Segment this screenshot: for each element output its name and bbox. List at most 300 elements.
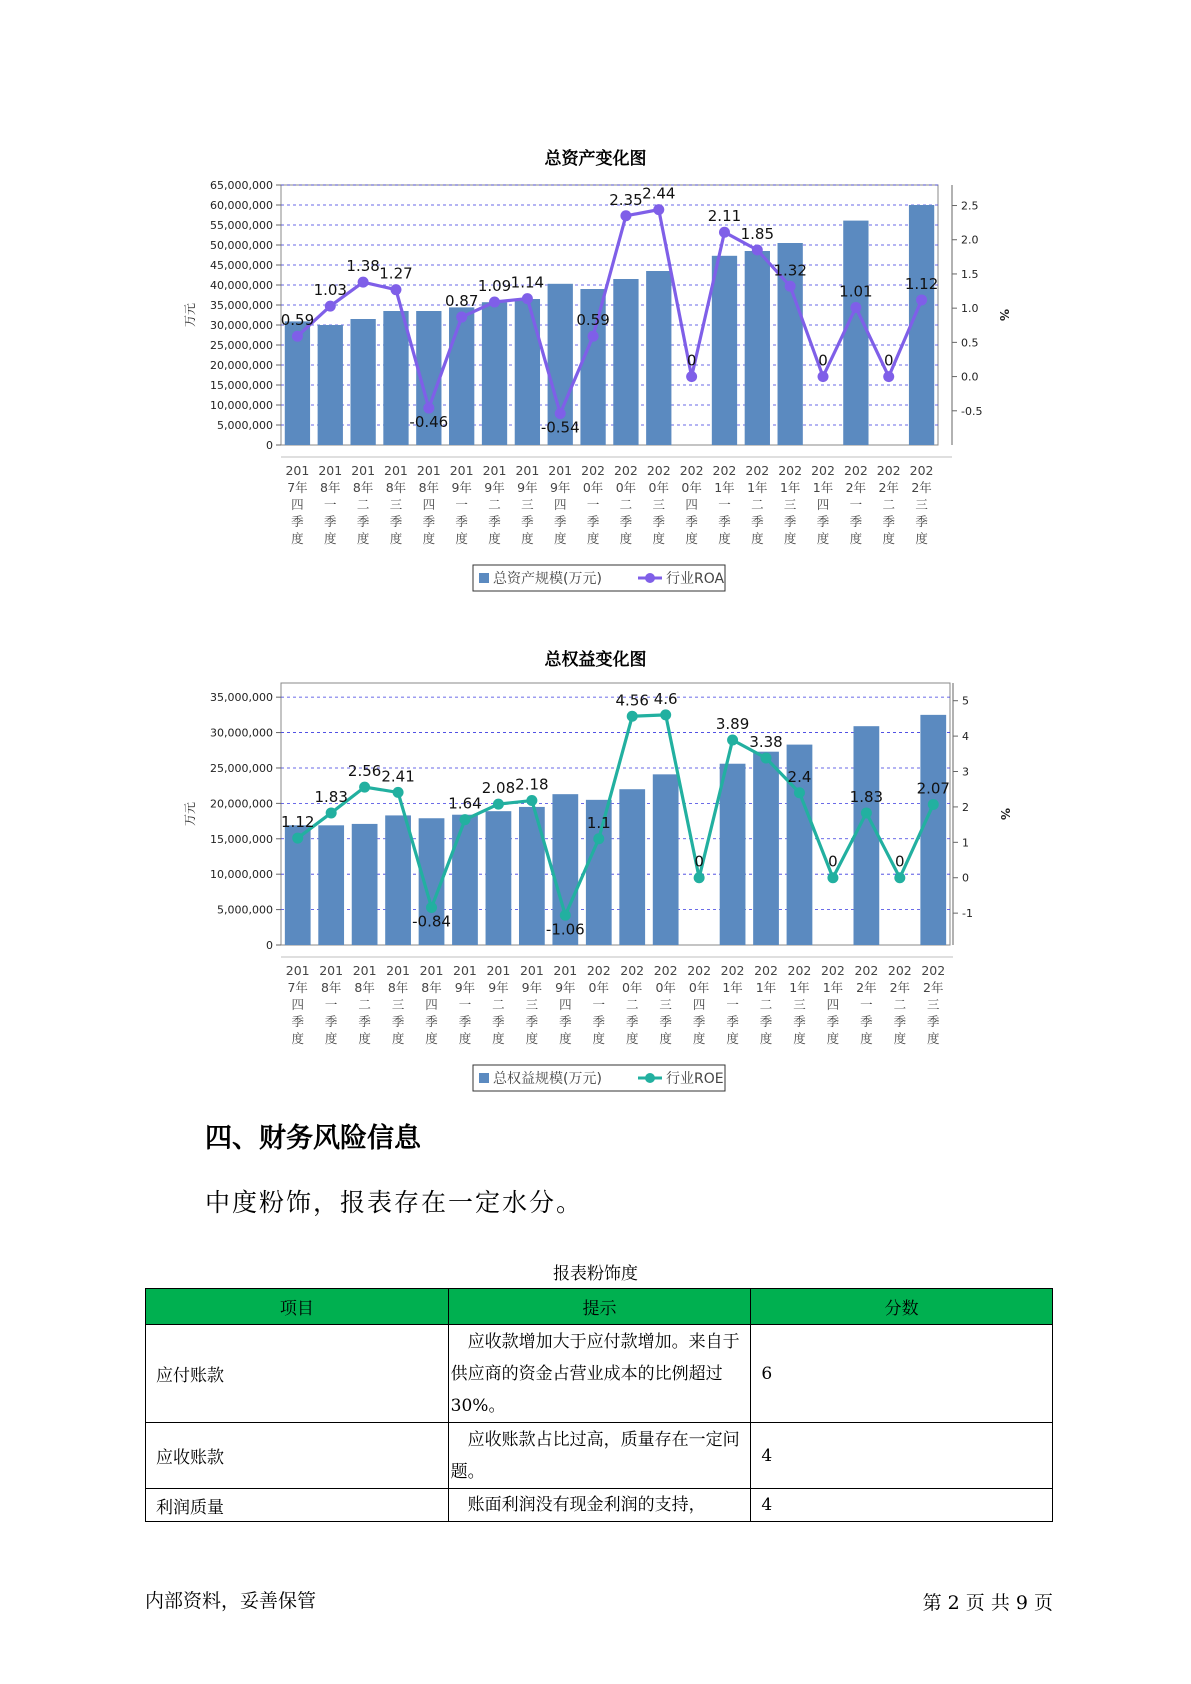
data-label: 2.07 xyxy=(916,779,950,798)
x-tick-label: 二 xyxy=(882,497,895,512)
x-tick-label: 度 xyxy=(492,1031,505,1046)
x-tick-label: 二 xyxy=(893,997,907,1012)
data-label: 2.44 xyxy=(642,184,676,203)
y2-tick-label: -1 xyxy=(962,907,973,921)
x-tick-label: 201 xyxy=(449,463,474,478)
y-axis-label: 万元 xyxy=(183,302,197,328)
x-tick-label: 度 xyxy=(893,1031,907,1046)
x-tick-label: 202 xyxy=(679,463,704,478)
x-tick-label: 季 xyxy=(391,1014,405,1029)
x-tick-label: 度 xyxy=(849,531,863,546)
data-label: 2.08 xyxy=(481,779,516,798)
x-tick-label: 201 xyxy=(486,963,511,978)
x-tick-label: 2年 xyxy=(878,480,899,495)
x-tick-label: 202 xyxy=(581,463,606,478)
line-point xyxy=(794,787,805,798)
legend-line-marker xyxy=(645,1073,655,1083)
x-tick-label: 一 xyxy=(592,997,606,1012)
x-tick-label: 二 xyxy=(751,497,764,512)
data-label: 1.83 xyxy=(314,787,348,806)
x-tick-label: 一 xyxy=(324,997,338,1012)
line-point xyxy=(894,872,905,883)
x-tick-label: 季 xyxy=(685,514,698,529)
x-tick-label: 一 xyxy=(586,497,600,512)
x-tick-label: 季 xyxy=(652,514,666,529)
x-tick-label: 202 xyxy=(787,963,812,978)
x-tick-label: 季 xyxy=(324,514,337,529)
x-tick-label: 202 xyxy=(811,463,835,478)
data-label: 0 xyxy=(828,852,838,871)
line-point xyxy=(522,293,533,304)
x-tick-label: 三 xyxy=(389,497,403,512)
legend-line-marker xyxy=(645,573,655,583)
bar xyxy=(753,752,779,945)
x-tick-label: 2年 xyxy=(911,480,932,495)
line-point xyxy=(325,301,336,312)
x-tick-label: 季 xyxy=(521,514,534,529)
row-score: 6 xyxy=(751,1325,1053,1423)
line-point xyxy=(555,408,566,419)
x-tick-label: 季 xyxy=(324,1014,338,1029)
y-tick-label: 5,000,000 xyxy=(217,419,273,432)
x-tick-label: 度 xyxy=(783,531,797,546)
x-tick-label: 季 xyxy=(659,1014,672,1029)
data-label: 2.11 xyxy=(707,207,742,226)
x-tick-label: 201 xyxy=(285,963,310,978)
data-label: 1.01 xyxy=(839,282,873,301)
bar xyxy=(352,824,378,945)
x-tick-label: 四 xyxy=(692,997,706,1012)
x-tick-label: 三 xyxy=(391,997,405,1012)
x-tick-label: 8年 xyxy=(418,480,440,495)
data-label: 1.83 xyxy=(849,787,884,806)
x-tick-label: 度 xyxy=(422,531,436,546)
data-label: 1.14 xyxy=(510,273,545,292)
x-tick-label: 8年 xyxy=(354,980,375,995)
data-label: 0.87 xyxy=(444,292,479,311)
data-label: 4.6 xyxy=(653,689,678,708)
bar xyxy=(843,221,868,445)
y-tick-label: 10,000,000 xyxy=(210,399,273,412)
x-tick-label: 度 xyxy=(291,531,304,546)
x-tick-label: 度 xyxy=(927,1031,940,1046)
y-tick-label: 5,000,000 xyxy=(217,903,273,917)
row-hint: 账面利润没有现金利润的支持， xyxy=(448,1489,751,1522)
x-tick-label: 202 xyxy=(778,463,803,478)
risk-table xyxy=(145,1288,1053,1522)
y-tick-label: 30,000,000 xyxy=(210,726,273,740)
x-tick-label: 202 xyxy=(712,463,737,478)
line-point xyxy=(493,799,504,810)
x-tick-label: 1年 xyxy=(747,480,768,495)
x-tick-label: 202 xyxy=(620,963,645,978)
data-label: 1.27 xyxy=(379,264,413,283)
x-tick-label: 季 xyxy=(358,1014,371,1029)
data-label: 1.12 xyxy=(281,813,315,832)
x-tick-label: 一 xyxy=(860,997,873,1012)
line-point xyxy=(593,833,604,844)
line-point xyxy=(827,872,838,883)
line-point xyxy=(761,753,772,764)
x-tick-label: 季 xyxy=(625,1014,639,1029)
column-header-item: 项目 xyxy=(146,1289,449,1325)
line-point xyxy=(456,312,467,323)
x-tick-label: 202 xyxy=(843,463,868,478)
y-tick-label: 35,000,000 xyxy=(210,299,273,312)
x-tick-label: 季 xyxy=(860,1014,873,1029)
x-tick-label: 201 xyxy=(416,463,441,478)
y2-tick-label: 0.0 xyxy=(961,370,979,384)
x-tick-label: 0年 xyxy=(582,480,604,495)
bar xyxy=(515,299,540,445)
y-tick-label: 10,000,000 xyxy=(210,868,273,882)
section-heading: 四、财务风险信息 xyxy=(205,1123,421,1154)
x-tick-label: 9年 xyxy=(451,480,472,495)
bar xyxy=(385,815,411,945)
line-point xyxy=(423,403,434,414)
y2-tick-label: 1.5 xyxy=(961,267,979,281)
x-tick-label: 季 xyxy=(586,514,600,529)
x-tick-label: 2年 xyxy=(923,980,944,995)
x-tick-label: 二 xyxy=(759,997,773,1012)
line-point xyxy=(459,814,470,825)
column-header-score: 分数 xyxy=(751,1289,1053,1325)
x-tick-label: 三 xyxy=(783,497,797,512)
x-tick-label: 202 xyxy=(820,963,845,978)
line-point xyxy=(526,795,537,806)
data-label: 0.59 xyxy=(576,311,610,330)
bar xyxy=(383,311,408,445)
data-label: -0.46 xyxy=(409,413,449,432)
line-point xyxy=(818,371,829,382)
y-tick-label: 15,000,000 xyxy=(210,832,273,846)
line-point xyxy=(489,297,500,308)
x-tick-label: 一 xyxy=(324,497,337,512)
bar xyxy=(318,825,344,945)
x-tick-label: 8年 xyxy=(352,480,374,495)
x-tick-label: 度 xyxy=(488,531,501,546)
y2-tick-label: 2 xyxy=(962,800,969,814)
y2-tick-label: 2.5 xyxy=(961,199,979,213)
x-tick-label: 201 xyxy=(384,463,408,478)
bar xyxy=(350,319,375,445)
x-tick-label: 季 xyxy=(726,1014,739,1029)
row-score: 4 xyxy=(751,1423,1053,1489)
line-point xyxy=(292,331,303,342)
x-tick-label: 度 xyxy=(391,1031,405,1046)
x-tick-label: 202 xyxy=(653,963,678,978)
data-label: 1.38 xyxy=(346,257,380,276)
data-label: -0.84 xyxy=(412,912,451,931)
bar xyxy=(653,774,679,945)
x-tick-label: 8年 xyxy=(421,980,442,995)
y-tick-label: 60,000,000 xyxy=(210,199,273,212)
x-tick-label: 度 xyxy=(915,531,928,546)
x-tick-label: 2年 xyxy=(845,480,867,495)
x-tick-label: 201 xyxy=(352,963,377,978)
line-point xyxy=(292,833,303,844)
x-tick-label: 201 xyxy=(453,963,477,978)
x-tick-label: 0年 xyxy=(688,980,710,995)
data-label: 1.1 xyxy=(586,813,611,832)
x-tick-label: 201 xyxy=(482,463,507,478)
x-tick-label: 度 xyxy=(291,1031,304,1046)
row-hint: 应收账款占比过高，质量存在一定问题。 xyxy=(448,1423,751,1489)
x-tick-label: 202 xyxy=(720,963,745,978)
data-label: 3.38 xyxy=(749,733,783,752)
x-tick-label: 202 xyxy=(887,963,912,978)
x-tick-label: 度 xyxy=(356,531,370,546)
x-tick-label: 202 xyxy=(586,963,611,978)
x-tick-label: 202 xyxy=(745,463,770,478)
x-tick-label: 0年 xyxy=(648,480,670,495)
x-tick-label: 202 xyxy=(854,963,879,978)
x-tick-label: 四 xyxy=(422,497,436,512)
y-tick-label: 15,000,000 xyxy=(210,379,273,392)
row-item: 应付账款 xyxy=(146,1325,449,1423)
y-tick-label: 40,000,000 xyxy=(210,279,273,292)
x-tick-label: 季 xyxy=(559,1014,572,1029)
x-tick-label: 二 xyxy=(488,497,501,512)
x-tick-label: 2年 xyxy=(856,980,877,995)
x-tick-label: 季 xyxy=(422,514,436,529)
data-label: 2.35 xyxy=(609,190,643,209)
x-tick-label: 度 xyxy=(826,1031,840,1046)
x-tick-label: 三 xyxy=(521,497,534,512)
total-equity-chart xyxy=(0,676,1191,1116)
y2-tick-label: 3 xyxy=(962,765,969,779)
y-tick-label: 35,000,000 xyxy=(210,691,273,705)
x-tick-label: 202 xyxy=(687,963,712,978)
x-tick-label: 201 xyxy=(386,963,411,978)
x-tick-label: 季 xyxy=(553,514,567,529)
equity-chart-title: 总权益变化图 xyxy=(544,650,647,670)
y-tick-label: 55,000,000 xyxy=(210,219,273,232)
x-tick-label: 2年 xyxy=(889,980,911,995)
row-score: 4 xyxy=(751,1489,1053,1522)
x-tick-label: 度 xyxy=(324,531,337,546)
table-row xyxy=(146,1325,1053,1423)
x-tick-label: 季 xyxy=(455,514,468,529)
legend-line-label: 行业ROA xyxy=(666,571,725,587)
x-tick-label: 度 xyxy=(685,531,698,546)
legend-bar-swatch xyxy=(479,1073,489,1083)
x-tick-label: 度 xyxy=(521,531,534,546)
x-tick-label: 度 xyxy=(860,1031,873,1046)
y-tick-label: 20,000,000 xyxy=(210,359,273,372)
row-item: 应收账款 xyxy=(146,1423,449,1489)
y-tick-label: 0 xyxy=(266,439,273,452)
x-tick-label: 7年 xyxy=(287,980,308,995)
x-tick-label: 7年 xyxy=(287,480,308,495)
table-row xyxy=(146,1489,1053,1522)
line-point xyxy=(359,782,370,793)
y2-tick-label: 1 xyxy=(962,836,969,850)
x-tick-label: 二 xyxy=(356,497,370,512)
x-tick-label: 四 xyxy=(685,497,698,512)
data-label: 2.56 xyxy=(347,762,382,781)
x-tick-label: 一 xyxy=(718,497,731,512)
x-tick-label: 0年 xyxy=(655,980,676,995)
x-tick-label: 202 xyxy=(754,963,778,978)
footer-page-number: 第 2 页 共 9 页 xyxy=(922,1592,1053,1614)
x-tick-label: 一 xyxy=(455,497,468,512)
x-tick-label: 201 xyxy=(519,963,544,978)
data-label: -1.06 xyxy=(545,920,585,939)
bar xyxy=(712,256,737,445)
line-point xyxy=(326,807,337,818)
x-tick-label: 四 xyxy=(425,997,438,1012)
line-point xyxy=(653,204,664,215)
x-tick-label: 季 xyxy=(291,1014,304,1029)
x-tick-label: 季 xyxy=(425,1014,438,1029)
y-tick-label: 25,000,000 xyxy=(210,339,273,352)
data-label: 2.41 xyxy=(381,767,415,786)
data-label: 1.64 xyxy=(448,794,482,813)
bar xyxy=(745,251,770,445)
x-tick-label: 一 xyxy=(458,997,472,1012)
data-label: 0 xyxy=(883,351,894,370)
table-row xyxy=(146,1423,1053,1489)
x-tick-label: 三 xyxy=(525,997,539,1012)
x-tick-label: 四 xyxy=(816,497,830,512)
x-tick-label: 8年 xyxy=(387,980,409,995)
data-label: 0 xyxy=(818,351,828,370)
line-point xyxy=(358,277,369,288)
x-tick-label: 季 xyxy=(882,514,895,529)
x-tick-label: 四 xyxy=(826,997,840,1012)
x-tick-label: 8年 xyxy=(385,480,407,495)
footer-confidential: 内部资料，妥善保管 xyxy=(145,1590,317,1612)
legend-bar-swatch xyxy=(479,573,489,583)
x-tick-label: 季 xyxy=(592,1014,606,1029)
bar xyxy=(920,715,946,945)
x-tick-label: 季 xyxy=(816,514,830,529)
line-point xyxy=(694,872,705,883)
legend-bar-label: 总权益规模(万元) xyxy=(493,1071,602,1087)
x-tick-label: 度 xyxy=(625,1031,639,1046)
line-point xyxy=(627,711,638,722)
column-header-hint: 提示 xyxy=(448,1289,751,1325)
bar xyxy=(720,764,746,945)
table-header-row xyxy=(146,1289,1053,1325)
bar xyxy=(646,271,671,445)
line-point xyxy=(393,787,404,798)
x-tick-label: 季 xyxy=(356,514,370,529)
line-point xyxy=(719,227,730,238)
x-tick-label: 季 xyxy=(927,1014,940,1029)
y-tick-label: 20,000,000 xyxy=(210,797,273,811)
line-point xyxy=(861,807,872,818)
line-point xyxy=(785,281,796,292)
x-tick-label: 四 xyxy=(291,997,304,1012)
x-tick-label: 季 xyxy=(619,514,633,529)
x-tick-label: 0年 xyxy=(681,480,702,495)
x-tick-label: 1年 xyxy=(714,480,735,495)
x-tick-label: 0年 xyxy=(615,480,637,495)
legend-bar-label: 总资产规模(万元) xyxy=(493,571,602,587)
x-tick-label: 四 xyxy=(291,497,304,512)
legend-line-label: 行业ROE xyxy=(666,1071,724,1087)
y-axis-label: 万元 xyxy=(183,801,197,827)
x-tick-label: 202 xyxy=(909,463,934,478)
x-tick-label: 1年 xyxy=(755,980,777,995)
x-tick-label: 三 xyxy=(659,997,672,1012)
x-tick-label: 0年 xyxy=(588,980,610,995)
x-tick-label: 9年 xyxy=(521,980,543,995)
x-tick-label: 季 xyxy=(751,514,764,529)
x-tick-label: 四 xyxy=(559,997,572,1012)
x-tick-label: 度 xyxy=(751,531,764,546)
x-tick-label: 度 xyxy=(553,531,567,546)
x-tick-label: 度 xyxy=(816,531,830,546)
x-tick-label: 9年 xyxy=(517,480,538,495)
data-label: -0.54 xyxy=(540,418,580,437)
line-point xyxy=(883,371,894,382)
x-tick-label: 季 xyxy=(488,514,501,529)
y2-axis-label: % xyxy=(997,308,1011,322)
x-tick-label: 度 xyxy=(592,1031,606,1046)
x-tick-label: 度 xyxy=(389,531,403,546)
x-tick-label: 1年 xyxy=(822,980,844,995)
data-label: 1.03 xyxy=(313,281,347,300)
x-tick-label: 9年 xyxy=(454,980,476,995)
x-tick-label: 1年 xyxy=(722,980,743,995)
x-tick-label: 一 xyxy=(726,997,739,1012)
plot-area xyxy=(281,683,950,945)
line-point xyxy=(850,302,861,313)
x-tick-label: 度 xyxy=(358,1031,371,1046)
x-tick-label: 201 xyxy=(285,463,310,478)
x-tick-label: 度 xyxy=(455,531,468,546)
x-tick-label: 8年 xyxy=(320,480,341,495)
x-tick-label: 201 xyxy=(351,463,376,478)
x-tick-label: 三 xyxy=(915,497,928,512)
x-tick-label: 二 xyxy=(492,997,505,1012)
x-tick-label: 季 xyxy=(759,1014,773,1029)
line-point xyxy=(916,294,927,305)
data-label: 0.59 xyxy=(280,311,315,330)
line-point xyxy=(686,371,697,382)
y2-tick-label: 4 xyxy=(962,730,969,744)
y2-tick-label: 2.0 xyxy=(961,233,979,247)
bar xyxy=(909,205,934,445)
x-tick-label: 季 xyxy=(291,514,304,529)
x-tick-label: 9年 xyxy=(549,480,571,495)
x-tick-label: 一 xyxy=(849,497,863,512)
x-tick-label: 1年 xyxy=(779,480,801,495)
x-tick-label: 度 xyxy=(324,1031,338,1046)
data-label: 1.09 xyxy=(477,277,512,295)
line-point xyxy=(588,331,599,342)
asset-chart-title: 总资产变化图 xyxy=(544,149,647,169)
x-tick-label: 季 xyxy=(692,1014,706,1029)
bar xyxy=(486,811,512,945)
x-tick-label: 季 xyxy=(718,514,731,529)
line-point xyxy=(752,245,763,256)
x-tick-label: 度 xyxy=(659,1031,672,1046)
x-tick-label: 季 xyxy=(849,514,863,529)
x-tick-label: 二 xyxy=(625,997,639,1012)
data-label: 2.18 xyxy=(515,775,549,794)
y-tick-label: 0 xyxy=(266,939,273,952)
y-tick-label: 25,000,000 xyxy=(210,761,273,775)
data-label: 1.85 xyxy=(740,225,775,243)
y2-tick-label: 5 xyxy=(962,694,969,708)
total-assets-chart xyxy=(0,175,1191,615)
x-tick-label: 二 xyxy=(619,497,633,512)
bar xyxy=(449,307,474,445)
